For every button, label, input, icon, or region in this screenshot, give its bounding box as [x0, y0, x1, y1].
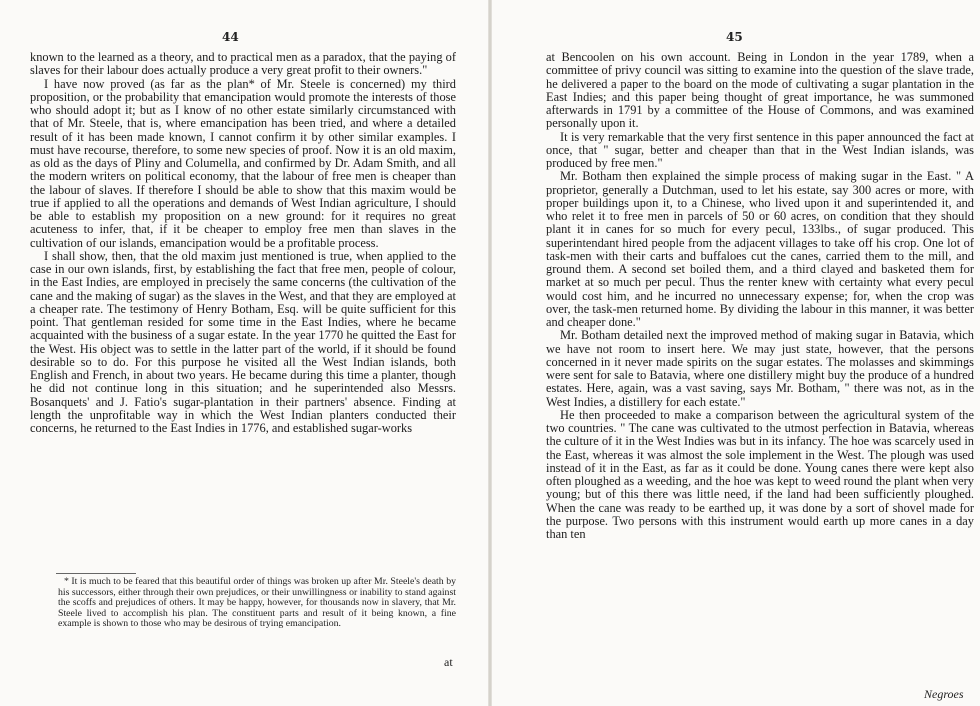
page-number: 45 — [726, 30, 743, 44]
body-text — [546, 51, 974, 541]
body-text — [30, 51, 456, 435]
left-page — [0, 0, 488, 706]
catchword: at — [444, 655, 453, 669]
paragraph: at Bencoolen on his own account. Being in London in the year 1789, when a committee of privy council was sitting to examine into the question of the slave trade, he delivered a paper to the board on the mode of cultivating a sugar plantation in the East Indies; and this paper being thought of great importance, he was summoned afterwards in 1791 by a committee of the House of Commons, and was examined personally upon it. — [546, 50, 974, 131]
paragraph: I have now proved (as far as the plan* of Mr. Steele is concerned) my third proposition, or the probability that emancipation would promote the interests of those who should adopt it; but as I know of no other estate similarly circumstanced with that of Mr. Steele, that is, where emancipation has been tried, and where a detailed result of it has been made known, I cannot confirm it by other similar examples. I must have recourse, therefore, to some new species of proof. Now it is an old maxim, as old as the days of Pliny and Columella, and confirmed by Dr. Adam Smith, and all the modern writers on political economy, that the labour of free men is cheaper than the labour of slaves. If therefore I should be able to show that this maxim would be true if applied to all the operations and demands of West Indian agriculture, I should be able to establish my proposition on a new ground: for it requires no great acuteness to infer, that, if it be cheaper to employ free men than slaves in the cultivation of our islands, emancipation would be a profitable process. — [30, 76, 456, 250]
paragraph: Mr. Botham detailed next the improved method of making sugar in Batavia, which we have not room to insert here. We may just state, however, that the persons concerned in it never made spirits on the sugar estates. The molasses and skimmings were sent for sale to Batavia, where one distillery might buy the produce of a hundred estates. Here, again, was a vast saving, says Mr. Botham, " there was not, as in the West Indies, a distillery for each estate." — [546, 328, 974, 409]
footnote — [58, 577, 456, 630]
paragraph: Mr. Botham then explained the simple process of making sugar in the East. " A proprietor, generally a Dutchman, used to let his estate, say 300 acres or more, with proper buildings upon it, to a Chinese, who lived upon it and superintended it, and who relet it to free men in parcels of 50 or 60 acres, on condition that they should plant it in canes for so much for every pecul, 133lbs., of sugar produced. This superintendant hired people from the adjacent villages to take off his crop. One lot of task-men with their carts and buffaloes cut the canes, carried them to the mill, and ground them. A second set boiled them, and a third clayed and basketed them for market at so much per pecul. Thus the renter knew with certainty what every pecul would cost him, and he incurred no unnecessary expense; for, when the crop was over, the task-men returned home. By dividing the labour in this manner, it was better and cheaper done." — [546, 169, 974, 329]
page-number: 44 — [222, 30, 239, 44]
paragraph: known to the learned as a theory, and to practical men as a paradox, that the paying of slaves for their labour does actually produce a very great profit to their owners." — [30, 50, 456, 78]
paragraph: It is very remarkable that the very first sentence in this paper announced the fact at once, that " sugar, better and cheaper than that in the West Indian islands, was produced by free men." — [546, 129, 974, 170]
footnote-text: * It is much to be feared that this beautiful order of things was broken up after Mr. Steele's death by his successors, either through their own prejudices, or their unwillingness or inability to stand against the scoffs and prejudices of others. It may be happy, however, for thousands now in slavery, that Mr. Steele lived to accomplish his plan. The constituent parts and result of it being known, a fine example is shown to those who may be desirous of trying emancipation. — [58, 576, 456, 630]
catchword: Negroes — [924, 687, 964, 701]
footnote-divider — [56, 573, 136, 574]
paragraph: He then proceeded to make a comparison between the agricultural system of the two countries. " The cane was cultivated to the utmost perfection in Batavia, whereas the culture of it in the West Indies was but in its infancy. The hoe was scarcely used in the East, whereas it was almost the sole implement in the West. The plough was used instead of it in the East, as far as it could be done. Young canes there were kept also often ploughed as a weeding, and the hoe was kept to weed round the plant when very young; but of this there was little need, if the land had been sufficiently ploughed. When the cane was ready to be earthed up, it was done by a sort of shovel made for the purpose. Two persons with this instrument would earth up more canes in a day than ten — [546, 407, 974, 541]
right-page — [492, 0, 980, 706]
paragraph: I shall show, then, that the old maxim just mentioned is true, when applied to the case in our own islands, first, by establishing the fact that free men, people of colour, in the East Indies, are employed in precisely the same concerns (the cultivation of the cane and the making of sugar) as the slaves in the West, and that they are employed at a cheaper rate. The testimony of Henry Botham, Esq. will be quite sufficient for this point. That gentleman resided for some time in the East Indies, where he became acquainted with the business of a sugar estate. In the year 1770 he quitted the East for the West. His object was to settle in the latter part of the world, if it should be found desirable so to do. For this purpose he visited all the West Indian islands, both English and French, in about two years. He became during this time a planter, though he did not continue long in this situation; and he superintended also Messrs. Bosanquets' and J. Fatio's sugar-plantation in their partners' absence. Finding at length the unprofitable way in which the West Indian planters conducted their concerns, he returned to the East Indies in 1776, and established sugar-works — [30, 248, 456, 435]
